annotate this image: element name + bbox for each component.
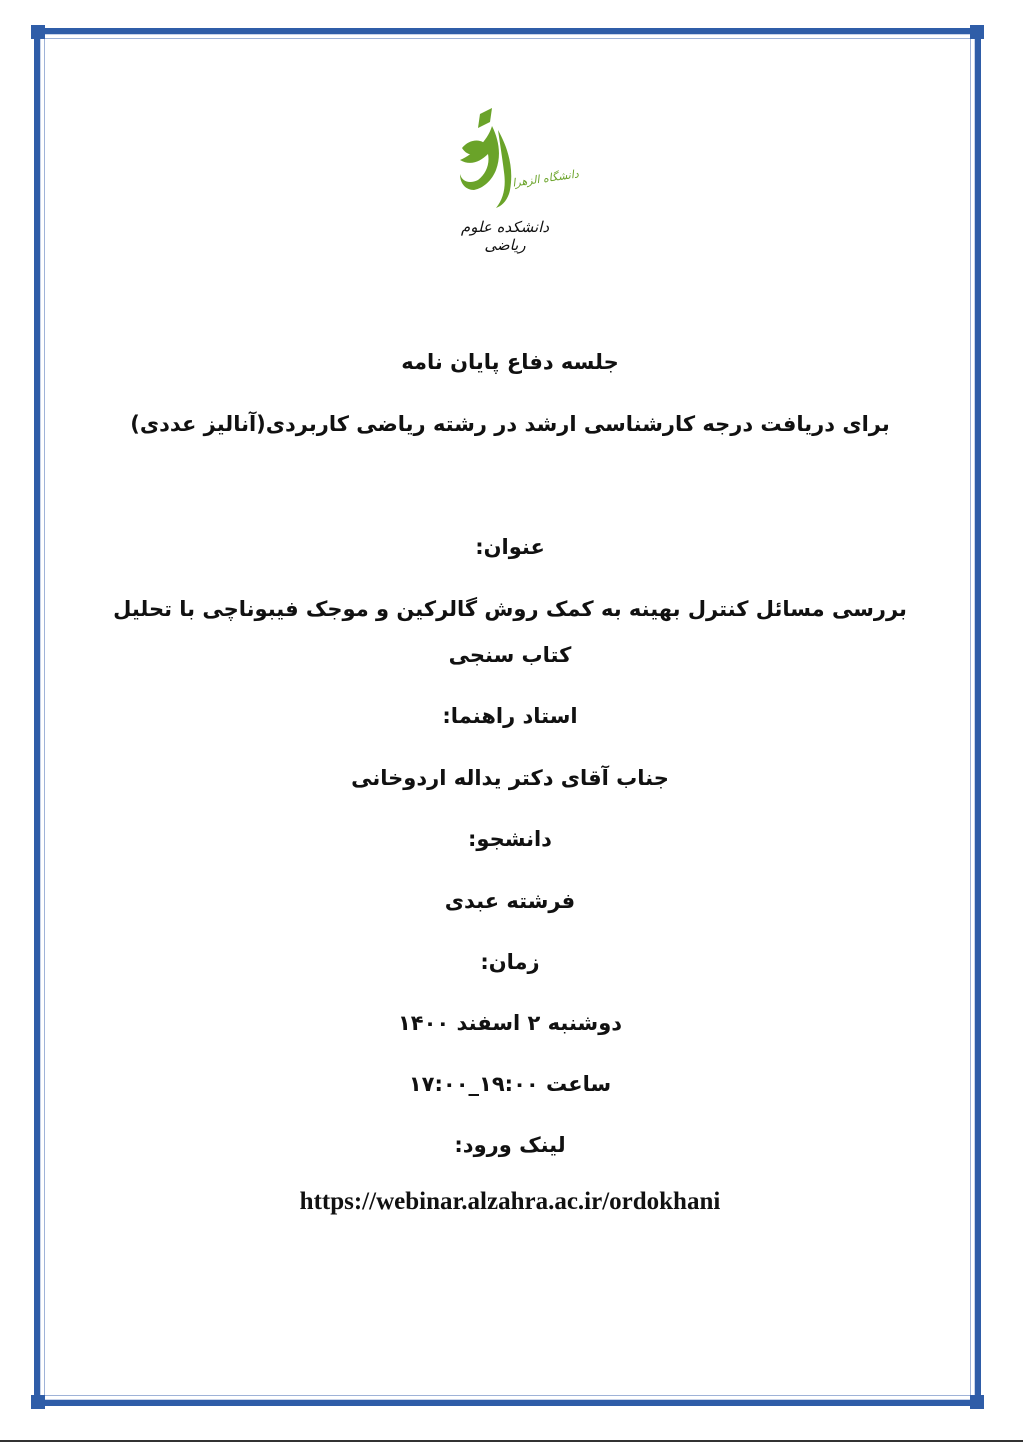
degree-line: برای دریافت درجه کارشناسی ارشد در رشته ریاضی کاربردی(آنالیز عددی)	[130, 412, 890, 436]
frame-corner-top-right	[970, 25, 984, 39]
link-label: لینک ورود:	[454, 1133, 566, 1157]
heading: جلسه دفاع پایان نامه	[401, 350, 619, 374]
thesis-title-line-1: بررسی مسائل کنترل بهینه به کمک روش گالرکین و موجک فیبوناچی با تحلیل	[113, 597, 907, 621]
bottom-divider	[0, 1440, 1023, 1442]
faculty-name: دانشکده علوم ریاضی	[460, 218, 550, 254]
date-text: دوشنبه ۲ اسفند ۱۴۰۰	[397, 1011, 623, 1035]
frame-corner-top-left	[31, 25, 45, 39]
advisor-name: جناب آقای دکتر یداله اردوخانی	[351, 766, 669, 790]
advisor-label: استاد راهنما:	[442, 704, 578, 728]
time-label: زمان:	[480, 950, 540, 974]
webinar-link[interactable]: https://webinar.alzahra.ac.ir/ordokhani	[299, 1188, 721, 1215]
university-name: دانشگاه الزهرا	[511, 167, 580, 190]
hours-text: ساعت ۱۹:۰۰_۱۷:۰۰	[408, 1072, 612, 1096]
student-name: فرشته عبدی	[444, 889, 576, 913]
title-label: عنوان:	[475, 535, 545, 559]
frame-corner-bottom-left	[31, 1395, 45, 1409]
student-label: دانشجو:	[468, 827, 552, 851]
frame-corner-bottom-right	[970, 1395, 984, 1409]
thesis-title-line-2: کتاب سنجی	[448, 643, 572, 667]
